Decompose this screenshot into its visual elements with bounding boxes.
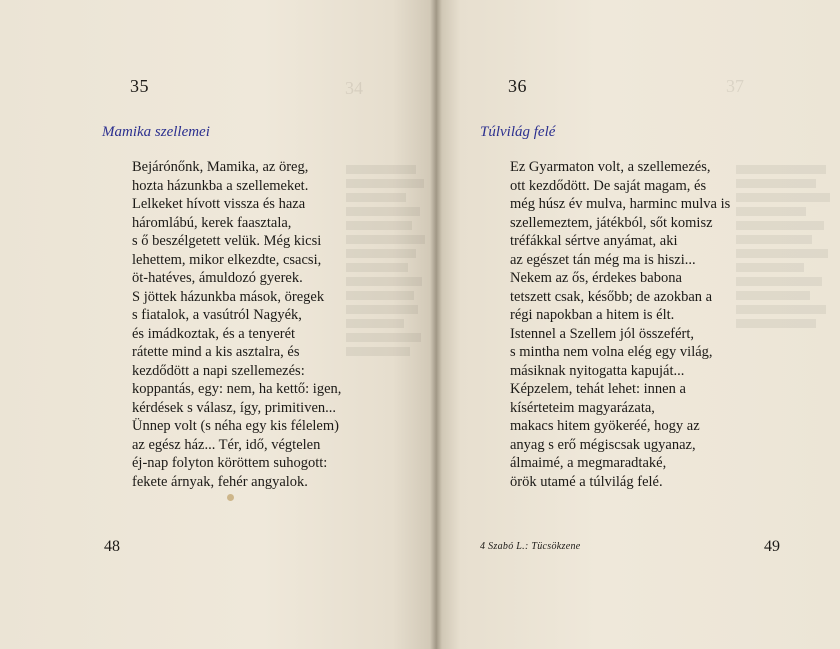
book-gutter <box>430 0 442 649</box>
poem-line: tetszett csak, később; de azokban a <box>510 288 713 305</box>
poem-line: anyag s erő mégiscsak ugyanaz, <box>510 436 696 453</box>
poem-line: Bejárónőnk, Mamika, az öreg, <box>132 159 309 175</box>
poem-line: régi napokban a hitem is élt. <box>510 307 675 323</box>
page-number-bottom: 49 <box>764 538 780 555</box>
poem-line: Lelkeket hívott vissza és haza <box>132 196 306 212</box>
show-through-text <box>346 160 426 460</box>
poem-line: még húsz év mulva, harminc mulva is <box>510 196 731 212</box>
show-through-page-number: 34 <box>345 78 363 98</box>
poem-line: kérdések s válasz, így, primitiven... <box>132 399 337 416</box>
poem-line: háromlábú, kerek faasztala, <box>132 214 292 231</box>
poem-line: Ünnep volt (s néha egy kis félelem) <box>132 418 339 434</box>
poem-line: másiknak nyitogatta kapuját... <box>510 362 685 379</box>
poem-line: makacs hitem gyökeréé, hogy az <box>510 418 700 434</box>
poem-line: és imádkoztak, és a tenyerét <box>132 325 296 342</box>
poem-line: Istennel a Szellem jól összefért, <box>510 325 695 342</box>
poem-line: s fiatalok, a vasútról Nagyék, <box>132 307 302 323</box>
poem-line: tréfákkal sértve anyámat, aki <box>510 233 678 249</box>
poem-line: S jöttek házunkba mások, öregek <box>132 288 325 305</box>
poem-line: hozta házunkba a szellemeket. <box>132 177 309 194</box>
signature-mark: 4 Szabó L.: Tücsökzene <box>480 541 581 552</box>
poem-line: fekete árnyak, fehér angyalok. <box>132 473 308 490</box>
poem-line: az egészet tán még ma is hiszi... <box>510 251 696 268</box>
page-number-top: 36 <box>508 76 527 96</box>
show-through-text <box>736 160 836 420</box>
poem-line: lehettem, mikor elkezdte, csacsi, <box>132 251 322 268</box>
page-number-top: 35 <box>130 76 149 96</box>
poem-line: Nekem az ős, érdekes babona <box>510 270 682 286</box>
poem-line: rátette mind a kis asztalra, és <box>132 344 300 360</box>
page-number-bottom: 48 <box>104 538 120 555</box>
poem-title: Túlvilág felé <box>480 124 556 140</box>
poem-line: kezdődött a napi szellemezés: <box>132 362 305 379</box>
poem-title: Mamika szellemei <box>102 124 210 140</box>
poem-line: az egész ház... Tér, idő, végtelen <box>132 436 321 453</box>
poem-line: éj-nap folyton köröttem suhogott: <box>132 455 328 471</box>
poem-line: álmaimé, a megmaradtaké, <box>510 455 667 471</box>
poem-body <box>510 158 731 491</box>
right-page <box>436 0 840 649</box>
poem-line: örök utamé a túlvilág felé. <box>510 473 663 490</box>
poem-line: ott kezdődött. De saját magam, és <box>510 177 707 194</box>
poem-line: szellemeztem, játékból, sőt komisz <box>510 214 713 231</box>
poem-line: Képzelem, tehát lehet: innen a <box>510 381 686 397</box>
poem-line: kísérteteim magyarázata, <box>510 399 655 416</box>
poem-line: öt-hatéves, ámuldozó gyerek. <box>132 270 303 286</box>
poem-line: Ez Gyarmaton volt, a szellemezés, <box>510 159 711 175</box>
poem-body <box>132 158 346 491</box>
ink-spot <box>227 494 234 501</box>
show-through-page-number: 37 <box>726 76 744 96</box>
poem-line: koppantás, egy: nem, ha kettő: igen, <box>132 381 342 397</box>
poem-line: s ő beszélgetett velük. Még kicsi <box>132 233 322 249</box>
poem-line: s mintha nem volna elég egy világ, <box>510 344 713 360</box>
